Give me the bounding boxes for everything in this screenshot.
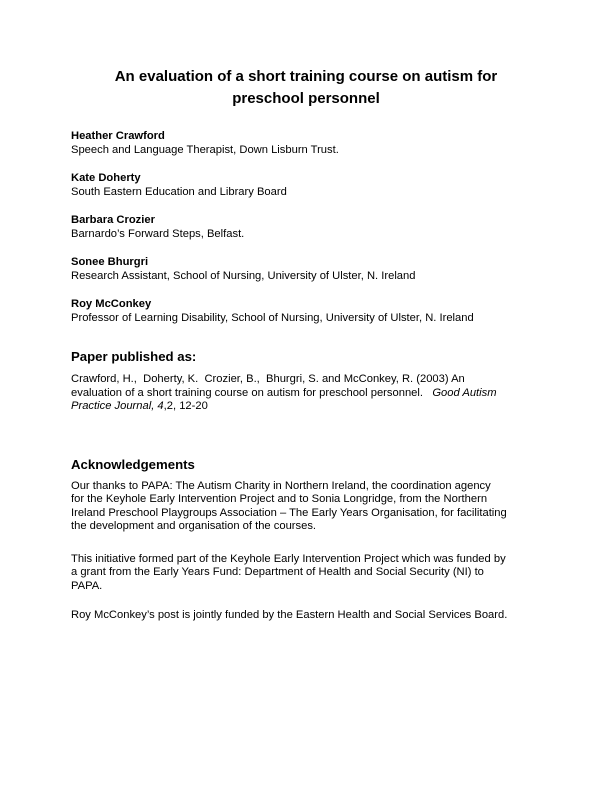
citation-line	[71, 387, 541, 401]
acknowledgements-paragraph-2	[71, 553, 541, 594]
acknowledgements-heading: Acknowledgements	[71, 456, 195, 472]
citation-text: ,2, 12-20	[163, 400, 208, 412]
citation	[71, 373, 541, 414]
acknowledgements-paragraph-1	[71, 480, 541, 534]
author-affiliation: Professor of Learning Disability, School of Nursing, University of Ulster, N. Ireland	[71, 311, 474, 324]
author-affiliation: Research Assistant, School of Nursing, University of Ulster, N. Ireland	[71, 269, 416, 282]
paragraph-line: Roy McConkey’s post is jointly funded by the Eastern Health and Social Services Board.	[71, 609, 508, 621]
author-name: Barbara Crozier	[71, 214, 155, 226]
author-entry	[71, 172, 541, 199]
author-list	[71, 130, 541, 325]
paragraph-line: Ireland Preschool Playgroups Association – The Early Years Organisation, for facilitating	[71, 506, 507, 519]
paper-title	[71, 66, 541, 110]
author-affiliation: Speech and Language Therapist, Down Lisburn Trust.	[71, 143, 339, 156]
paragraph-line: This initiative formed part of the Keyhole Early Intervention Project which was funded by	[71, 552, 506, 565]
author-entry	[71, 130, 541, 157]
citation-text: evaluation of a short training course on autism for preschool personnel.	[71, 386, 433, 399]
paper-title-line: An evaluation of a short training course on autism for	[114, 68, 498, 85]
citation-journal-name: Good Autism	[432, 386, 497, 399]
author-affiliation: South Eastern Education and Library Board	[71, 185, 287, 198]
author-name: Roy McConkey	[71, 298, 152, 310]
page-content	[71, 0, 541, 623]
author-name: Heather Crawford	[71, 130, 165, 142]
author-affiliation: Barnardo’s Forward Steps, Belfast.	[71, 227, 245, 240]
author-entry	[71, 256, 541, 283]
paragraph-line: a grant from the Early Years Fund: Department of Health and Social Security (NI) to	[71, 566, 484, 578]
acknowledgements-paragraph-3	[71, 609, 541, 623]
author-name: Sonee Bhurgri	[71, 256, 149, 268]
paragraph-line: for the Keyhole Early Intervention Project and to Sonia Longridge, from the Northern	[71, 493, 488, 505]
published-as-heading: Paper published as:	[71, 349, 197, 364]
paper-title-line: preschool personnel	[232, 90, 380, 107]
citation-text: Crawford, H., Doherty, K. Crozier, B., Bhurgri, S. and McConkey, R. (2003) An	[71, 373, 465, 385]
author-entry	[71, 298, 541, 325]
citation-line	[71, 373, 541, 387]
paragraph-line: the development and organisation of the courses.	[71, 520, 317, 532]
paragraph-line: PAPA.	[71, 579, 103, 592]
paragraph-line: Our thanks to PAPA: The Autism Charity in Northern Ireland, the coordination agency	[71, 479, 491, 492]
citation-line	[71, 400, 541, 414]
author-name: Kate Doherty	[71, 172, 141, 184]
citation-journal-name: Practice Journal, 4	[71, 400, 164, 412]
author-entry	[71, 214, 541, 241]
